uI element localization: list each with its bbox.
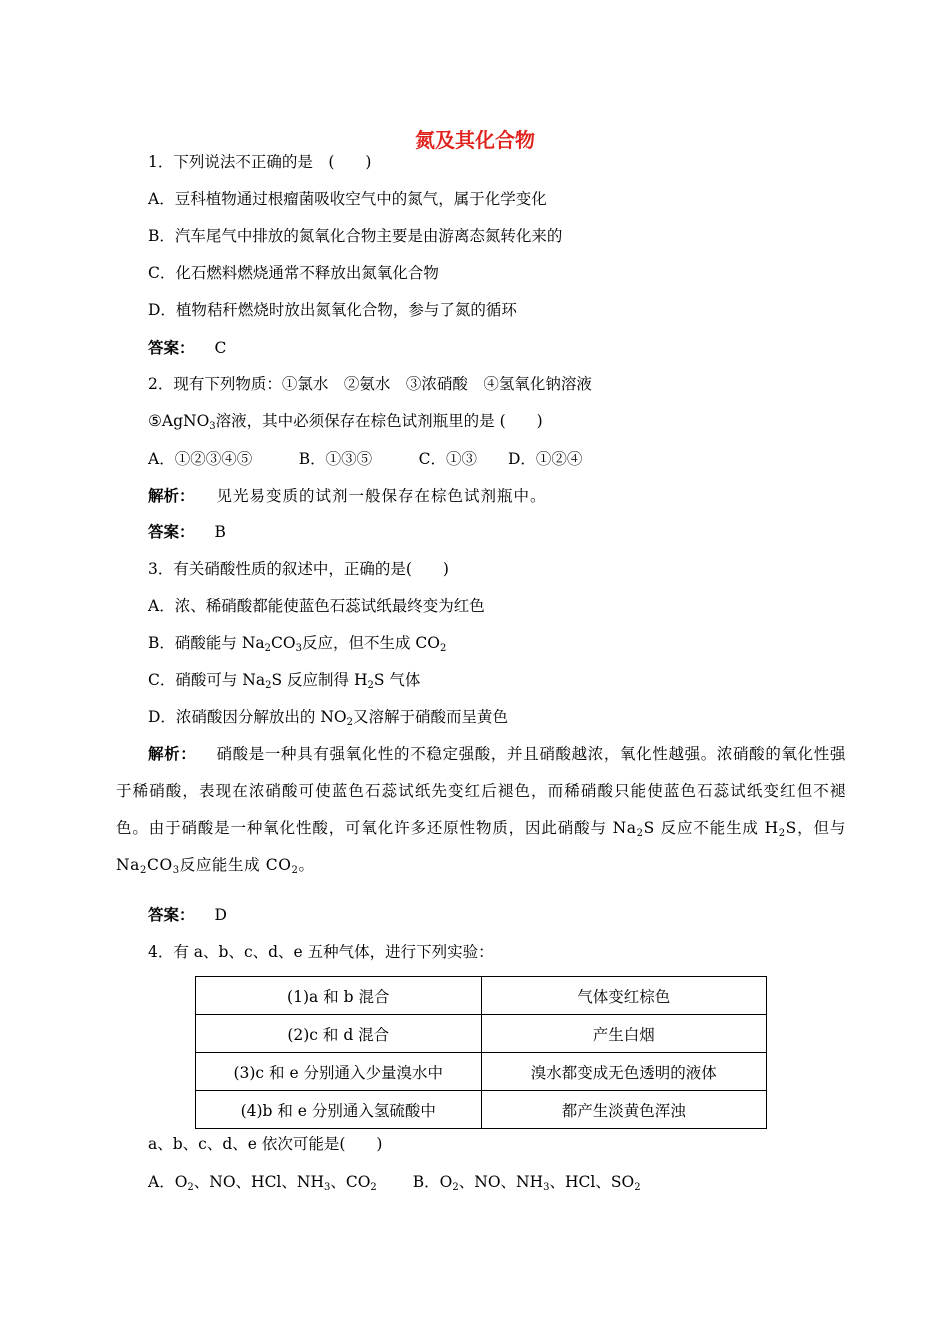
q1-option-a: A．豆科植物通过根瘤菌吸收空气中的氮气，属于化学变化 xyxy=(148,190,547,208)
table-cell: 都产生淡黄色浑浊 xyxy=(481,1091,767,1129)
q4-after: a、b、c、d、e 依次可能是( ) xyxy=(148,1135,383,1153)
subscript: 2 xyxy=(778,828,786,839)
subscript: 2 xyxy=(634,1182,641,1193)
page-title: 氮及其化合物 xyxy=(415,128,535,152)
q2-stem2-post: 溶液，其中必须保存在棕色试剂瓶里的是 ( ) xyxy=(215,412,543,430)
text: 、HCl、SO xyxy=(549,1173,635,1191)
subscript: 2 xyxy=(439,643,447,654)
answer-value: C xyxy=(214,339,227,357)
subscript: 2 xyxy=(636,828,644,839)
text: S 气体 xyxy=(373,671,421,689)
q2-stem: 2．现有下列物质：①氯水 ②氨水 ③浓硝酸 ④氢氧化钠溶液 xyxy=(148,375,592,393)
table-row xyxy=(196,1053,767,1091)
table-cell: (3)c 和 e 分别通入少量溴水中 xyxy=(196,1053,482,1091)
q2-options: A．①②③④⑤ B．①③⑤ C．①③ D．①②④ xyxy=(148,450,583,468)
q3-analysis xyxy=(116,735,846,884)
subscript: 2 xyxy=(367,680,374,691)
text: B．硝酸能与 Na xyxy=(148,634,265,652)
text: 、NO、HCl、NH xyxy=(193,1173,324,1191)
analysis-text: S，但与 Na xyxy=(116,819,846,874)
subscript: 3 xyxy=(209,421,216,432)
text: D．浓硝酸因分解放出的 NO xyxy=(148,708,347,726)
q1-option-b: B．汽车尾气中排放的氮氧化合物主要是由游离态氮转化来的 xyxy=(148,227,563,245)
analysis-text: 硝酸是一种具有强氧化性的不稳定强酸，并且硝酸越浓，氧化性越强。浓硝酸的氧化性强于稀硝酸，表现在浓硝酸可使蓝色石蕊试纸先变红后褪色，而稀硝酸只能使蓝色石蕊试纸变红但不褪色。由于硝酸是一种氧化性酸，可氧化许多还原性物质，因此硝酸与 Na xyxy=(116,745,846,837)
q2-stem2-pre: ⑤AgNO xyxy=(148,412,210,430)
answer-value: D xyxy=(214,906,227,924)
subscript: 3 xyxy=(543,1182,550,1193)
analysis-text: S 反应不能生成 H xyxy=(643,819,779,837)
subscript: 2 xyxy=(346,717,353,728)
analysis-label: 解析： xyxy=(148,744,197,763)
table-cell: (1)a 和 b 混合 xyxy=(196,977,482,1015)
table-cell: 产生白烟 xyxy=(481,1015,767,1053)
q1-answer xyxy=(148,338,226,358)
text: A．O xyxy=(148,1173,188,1191)
q3-option-b xyxy=(148,633,446,653)
q2-answer xyxy=(148,522,226,542)
subscript: 2 xyxy=(187,1182,194,1193)
q3-answer xyxy=(148,905,227,925)
subscript: 2 xyxy=(264,643,271,654)
table-row xyxy=(196,1091,767,1129)
q1-option-c: C．化石燃料燃烧通常不释放出氮氧化合物 xyxy=(148,264,439,282)
analysis-label: 解析： xyxy=(148,486,195,505)
analysis-text: 。 xyxy=(298,856,315,874)
q2-stem-line2 xyxy=(148,411,543,431)
subscript: 2 xyxy=(140,865,147,876)
q3-option-c xyxy=(148,670,420,690)
text: CO xyxy=(271,634,296,652)
answer-label: 答案： xyxy=(148,522,195,541)
q4-stem: 4．有 a、b、c、d、e 五种气体，进行下列实验： xyxy=(148,943,494,961)
table-row xyxy=(196,977,767,1015)
table-cell: (4)b 和 e 分别通入氢硫酸中 xyxy=(196,1091,482,1129)
subscript: 3 xyxy=(295,643,302,654)
q2-analysis xyxy=(148,486,547,506)
subscript: 3 xyxy=(172,865,180,876)
q1-option-d: D．植物秸秆燃烧时放出氮氧化合物，参与了氮的循环 xyxy=(148,301,517,319)
analysis-text: CO xyxy=(146,856,173,874)
analysis-text: 见光易变质的试剂一般保存在棕色试剂瓶中。 xyxy=(216,487,547,505)
table-cell: (2)c 和 d 混合 xyxy=(196,1015,482,1053)
text: 、CO xyxy=(330,1173,371,1191)
answer-label: 答案： xyxy=(148,905,195,924)
table-cell: 气体变红棕色 xyxy=(481,977,767,1015)
q4-options xyxy=(148,1172,641,1192)
q1-stem: 1．下列说法不正确的是 ( ) xyxy=(148,153,372,171)
subscript: 3 xyxy=(323,1182,331,1193)
q3-option-d xyxy=(148,707,508,727)
text: S 反应制得 H xyxy=(271,671,368,689)
q3-option-a: A．浓、稀硝酸都能使蓝色石蕊试纸最终变为红色 xyxy=(148,597,485,615)
q3-stem: 3．有关硝酸性质的叙述中，正确的是( ) xyxy=(148,560,449,578)
table-row xyxy=(196,1015,767,1053)
experiment-table xyxy=(195,976,767,1129)
text: 又溶解于硝酸而呈黄色 xyxy=(353,708,509,726)
subscript: 2 xyxy=(265,680,272,691)
text: B．O xyxy=(412,1173,453,1191)
text: 反应，但不生成 CO xyxy=(301,634,440,652)
answer-value: B xyxy=(214,523,226,541)
subscript: 2 xyxy=(370,1182,377,1193)
analysis-text: 反应能生成 CO xyxy=(179,856,292,874)
answer-label: 答案： xyxy=(148,338,195,357)
text: C．硝酸可与 Na xyxy=(148,671,266,689)
text: 、NO、NH xyxy=(458,1173,544,1191)
subscript: 2 xyxy=(291,865,299,876)
subscript: 2 xyxy=(452,1182,459,1193)
table-cell: 溴水都变成无色透明的液体 xyxy=(481,1053,767,1091)
